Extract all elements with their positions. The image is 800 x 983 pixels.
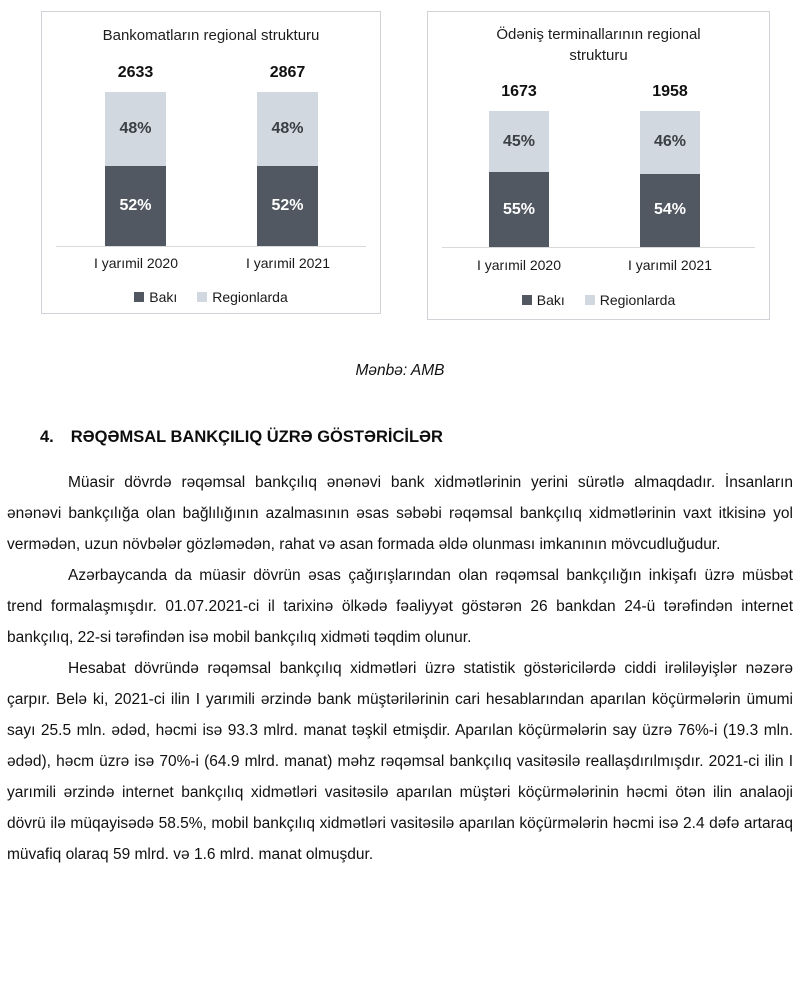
section-heading — [40, 428, 792, 447]
x-axis-line — [442, 247, 755, 248]
section-title: RƏQƏMSAL BANKÇILIQ ÜZRƏ GÖSTƏRİCİLƏR — [70, 428, 443, 446]
bar-total-label: 2633 — [117, 64, 154, 81]
bar-total-label: 1673 — [501, 83, 537, 100]
legend-swatch-light-icon — [197, 292, 207, 302]
x-tick-label: I yarımil 2021 — [627, 257, 713, 273]
legend-label: Regionlarda — [212, 289, 288, 305]
x-axis-line — [56, 246, 366, 247]
bar-column-2020 — [489, 83, 549, 247]
bar-segment-baki — [640, 174, 700, 247]
x-tick-label: I yarımil 2021 — [245, 255, 331, 271]
segment-pct-label: 52% — [119, 196, 152, 214]
segment-pct-label: 54% — [653, 201, 687, 219]
bar-column-2021 — [640, 83, 700, 247]
chart-legend — [42, 289, 380, 305]
legend-label: Regionlarda — [599, 292, 676, 308]
bar-total-label: 2867 — [269, 64, 306, 81]
legend-item-baki — [134, 289, 177, 305]
stacked-bar — [105, 92, 166, 246]
bar-segment-baki — [105, 166, 166, 246]
bar-column-2020 — [105, 64, 166, 246]
stacked-bar — [257, 92, 318, 246]
chart-title: Ödəniş terminallarının regional strukturu — [496, 26, 701, 64]
bar-total-label: 1958 — [652, 83, 688, 100]
segment-pct-label: 46% — [653, 133, 687, 151]
legend-item-regionlarda — [585, 292, 676, 308]
source-note: Mənbə: AMB — [355, 362, 445, 379]
bar-column-2021 — [257, 64, 318, 246]
bar-segment-regionlarda — [257, 92, 318, 166]
legend-swatch-light-icon — [585, 295, 595, 305]
legend-swatch-dark-icon — [522, 295, 532, 305]
body-text — [7, 467, 793, 870]
bar-segment-regionlarda — [640, 111, 700, 174]
chart-title: Bankomatların regional strukturu — [102, 27, 320, 44]
legend-item-baki — [522, 292, 565, 308]
segment-pct-label: 55% — [502, 200, 536, 218]
bar-segment-baki — [489, 172, 549, 247]
section-number: 4. — [40, 428, 54, 446]
chart-legend — [428, 292, 769, 308]
segment-pct-label: 45% — [502, 132, 536, 150]
paragraph: Hesabat dövründə rəqəmsal bankçılıq xidmətləri üzrə statistik göstəricilərdə ciddi irəliləyişlər nəzərə çarpır. Belə ki, 2021-ci ilin I yarımili ərzində bank müştərilərinin cari hesablarından aparılan köçürmələrin ümumi sayı 25.5 mln. ədəd, həcmi isə 93.3 mlrd. manat təşkil etmişdir. Aparılan köçürmələrin say üzrə 76%-i (19.3 mln. ədəd), həcm üzrə isə 70%-i (64.9 mlrd. manat) məhz rəqəmsal bankçılıq vasitəsilə reallaşdırılmışdır. 2021-ci ilin I yarımili ərzində internet bankçılıq xidmətləri vasitəsilə aparılan müştəri köçürmələrinin həcmi ötən ilin analaoji dövrü ilə müqayisədə 58.5%, mobil bankçılıq xidmətləri vasitəsilə aparılan köçürmələrin həcmi isə 2.4 dəfə artaraq müvafiq olaraq 59 mlrd. və 1.6 mlrd. manat olmuşdur. — [7, 660, 793, 863]
legend-swatch-dark-icon — [134, 292, 144, 302]
chart-bankomat-regional — [41, 11, 381, 314]
bar-segment-regionlarda — [105, 92, 166, 166]
legend-label: Bakı — [536, 292, 565, 308]
legend-item-regionlarda — [197, 289, 288, 305]
bar-segment-regionlarda — [489, 111, 549, 172]
x-tick-label: I yarımil 2020 — [93, 255, 179, 271]
paragraph: Müasir dövrdə rəqəmsal bankçılıq ənənəvi bank xidmətlərinin yerini sürətlə almaqdadır. İnsanların ənənəvi bankçılığa olan bağlılığının azalmasının əsas səbəbi rəqəmsal bankçılıq xidmətlərinin vaxt itkisinə yol vermədən, uzun növbələr gözləmədən, rahat və asan formada əldə olunması imkanının mövcudluğudur. — [7, 474, 793, 553]
legend-label: Bakı — [149, 289, 178, 305]
stacked-bar — [489, 111, 549, 247]
paragraph: Azərbaycanda da müasir dövrün əsas çağırışlarından olan rəqəmsal bankçılığın inkişafı üzrə müsbət trend formalaşmışdır. 01.07.2021-ci il tarixinə ölkədə fəaliyyət göstərən 26 bankdan 24-ü tərəfindən internet bankçılıq, 22-si tərəfindən isə mobil bankçılıq xidməti təqdim olunur. — [7, 567, 793, 646]
chart-terminal-regional — [427, 11, 770, 320]
segment-pct-label: 48% — [119, 119, 152, 137]
stacked-bar — [640, 111, 700, 247]
bar-segment-baki — [257, 166, 318, 246]
segment-pct-label: 48% — [271, 119, 304, 137]
x-tick-label: I yarımil 2020 — [476, 257, 562, 273]
segment-pct-label: 52% — [271, 196, 304, 214]
